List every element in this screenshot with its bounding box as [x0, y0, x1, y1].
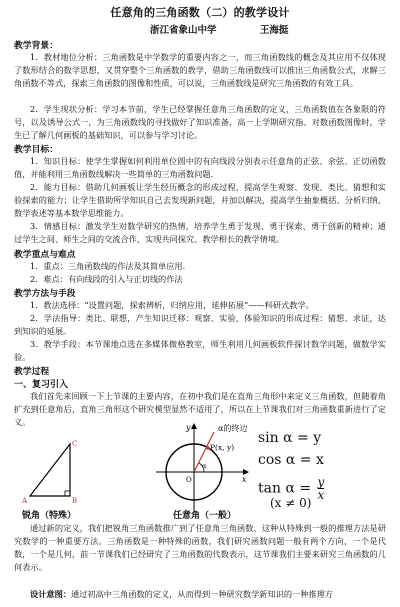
paragraph-key-1: 1．重点：三角函数线的作法及其简单应用． — [30, 261, 191, 271]
axis-x-label: x — [242, 475, 247, 484]
triangle-label-c: C — [72, 440, 78, 448]
paragraph-goals-2: 2．能力目标：借助几何画板让学生经历概念的形成过程，提高学生观察、发现、类比、猜想和实验探索的能力；让学生借助所学知识自己去发现新问题，并加以解决，提高学生抽象概括、分析归纳、数学表述等基本数学思维能力。 — [14, 182, 386, 218]
circle-caption: 任意角（一般） — [173, 511, 237, 521]
triangle-shape — [30, 444, 70, 496]
axis-y-label: y — [186, 423, 191, 432]
triangle-label-b: B — [72, 497, 78, 505]
paragraph-goals-3: 3．情感目标：激发学生对数学研究的热情，培养学生勇于发现、勇于探索、勇于创新的精神；通过学生之间、师生之间的交流合作，实现共同探究、教学相长的教学情境。 — [14, 221, 386, 244]
triangle-caption: 锐角（特殊） — [22, 511, 77, 521]
formula-tan-numerator: y — [317, 475, 325, 489]
formula-tan-lhs: tan α = — [258, 480, 312, 497]
formula-tan-denominator: x — [317, 488, 325, 502]
paragraph-background-2: 2．学生现状分析：学习本节前，学生已经掌握任意角三角函数的定义，三角函数值在各象限的符号，以及诱导公式一，为三角函数线的寻找做好了知识准备，高一上学期研究指、对数函数图像时，学生已了解几何画板的基础知识，可以参与学习讨论。 — [14, 104, 386, 140]
terminal-side-label: α的终边 — [218, 424, 248, 433]
paragraph-design-intent — [14, 588, 386, 601]
paragraph-key-2: 2．难点：有向线段的引入与正切线的作法 — [30, 274, 183, 284]
right-angle-marker — [65, 491, 70, 496]
triangle-label-a: A — [22, 497, 28, 505]
right-triangle-figure — [20, 436, 100, 508]
school-name: 浙江省象山中学 — [150, 25, 217, 36]
paragraph-method-3: 3．教学手段：本节课地点选在多媒体微格教室，师生利用几何画板软件探讨数学问题，做数学实验。 — [14, 339, 386, 362]
formula-sin: sin α = y — [258, 430, 322, 446]
formula-tan-fraction — [318, 476, 325, 501]
heading-methods: 教学方法与手段 — [14, 289, 76, 299]
document-title: 任意角的三角函数（二）的教学设计 — [110, 6, 290, 19]
paragraph-after-figure: 通过新的定义，我们把锐角三角函数推广到了任意角三角函数，这种从特殊到一般的推理方法是研究数学的一种重要方法。三角函数是一种特殊的函数，我们研究函数问题一般有两个方向，一个是代数，一个是几何，前一节课我们已经研究了三角函数的代数表示，这节课我们主要来研究三角函数的几何表示。 — [14, 523, 386, 572]
heading-key-points: 教学重点与难点 — [14, 250, 76, 260]
heading-process: 教学过程 — [14, 367, 50, 377]
design-intent-label: 设计意图： — [30, 589, 71, 599]
formula-tan-condition: (x ≠ 0) — [270, 496, 312, 510]
paragraph-review: 我们首先来回顾一下上节课的主要内容，在初中我们是在直角三角形中来定义三角函数，但随着角扩充到任意角后，直角三角形这个研究模型显然不适用了，所以在上节课我们对三角函数重新进行了定义。 — [14, 391, 386, 427]
alpha-label: α — [202, 462, 207, 470]
heading-background: 教学背景： — [14, 41, 58, 51]
point-label: P(x, y) — [210, 443, 235, 452]
paragraph-goals-1: 1．知识目标：使学生掌握如何利用单位圆中的有向线段分别表示任意角的正弦、余弦、正切函数值，并能利用三角函数线解决一些简单的三角函数问题． — [14, 156, 386, 179]
paragraph-method-1: 1．教法选择：“设置问题，探索辨析，归纳应用，延伸拓展”——科研式教学。 — [30, 300, 314, 310]
author-name: 王海挺 — [259, 25, 289, 36]
heading-goals: 教学目标： — [14, 145, 58, 155]
design-intent-text: 通过初高中三角函数的定义，从而得到一种研究数学新知识的一种推理方 — [70, 589, 333, 599]
heading-review: 一、复习引入 — [14, 380, 69, 390]
paragraph-background-1: 1．教材地位分析：三角函数是中学数学的重要内容之一，而三角函数线的概念及其应用不仅体现了数形结合的数学思想，又贯穿整个三角函数的教学，借助三角函数线可以推出三角函数公式，求解三角函数不等式，探索三角函数的图像和性质，可以说，三角函数线是研究三角函数的有效工具。 — [14, 52, 386, 88]
author-line — [150, 22, 288, 36]
formula-cos: cos α = x — [258, 452, 324, 468]
origin-label: O — [186, 476, 192, 484]
paragraph-method-2: 2．学法指导：类比、联想，产生知识迁移：观察、实验，体验知识的形成过程：猜想、求证，达到知识的延展。 — [14, 313, 386, 336]
